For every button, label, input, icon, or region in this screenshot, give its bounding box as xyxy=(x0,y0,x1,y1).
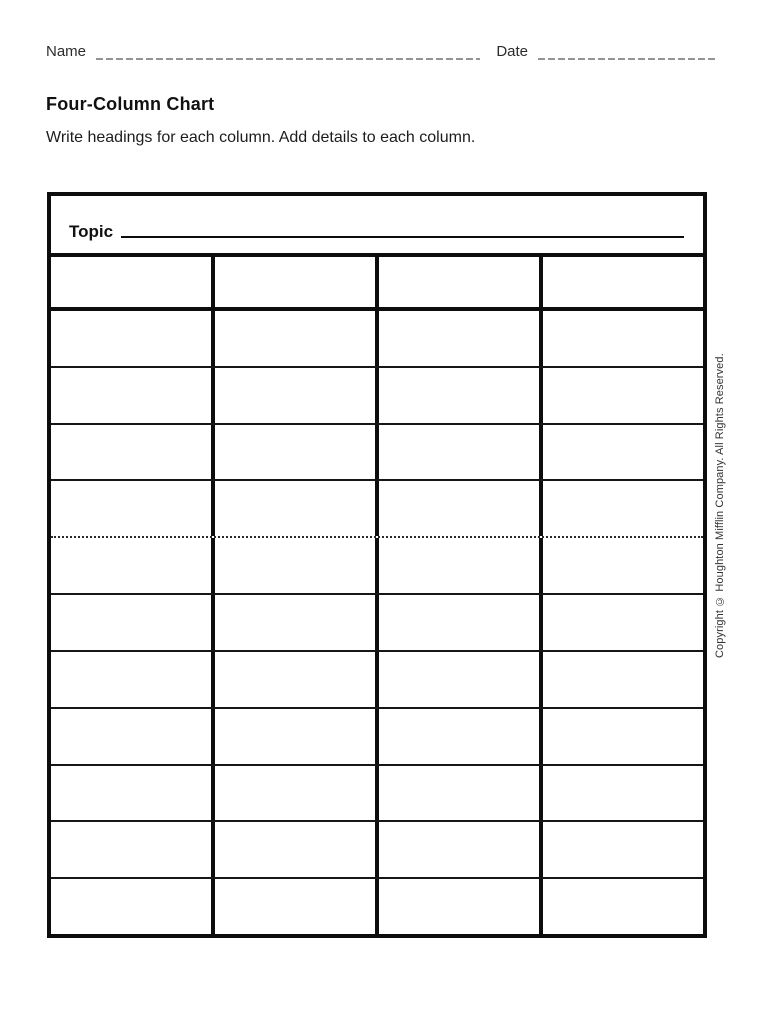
four-column-chart xyxy=(47,192,707,938)
chart-header-row xyxy=(51,257,703,311)
table-row xyxy=(51,479,703,536)
topic-row xyxy=(51,196,703,257)
table-cell[interactable] xyxy=(375,766,539,821)
table-row xyxy=(51,593,703,650)
table-cell[interactable] xyxy=(375,538,539,593)
table-cell[interactable] xyxy=(539,879,703,934)
table-cell[interactable] xyxy=(539,766,703,821)
table-cell[interactable] xyxy=(375,709,539,764)
table-cell[interactable] xyxy=(51,766,211,821)
table-cell[interactable] xyxy=(51,709,211,764)
table-cell[interactable] xyxy=(51,652,211,707)
date-label: Date xyxy=(496,43,528,60)
table-cell[interactable] xyxy=(375,822,539,877)
table-cell[interactable] xyxy=(539,538,703,593)
date-fill-line[interactable] xyxy=(538,58,718,61)
table-cell[interactable] xyxy=(211,652,375,707)
table-cell[interactable] xyxy=(539,652,703,707)
table-cell[interactable] xyxy=(375,595,539,650)
page-title: Four-Column Chart xyxy=(46,94,215,114)
table-cell[interactable] xyxy=(51,368,211,423)
table-cell[interactable] xyxy=(211,879,375,934)
table-row xyxy=(51,423,703,480)
header-cell[interactable] xyxy=(539,257,703,307)
topic-fill-line[interactable] xyxy=(121,236,684,238)
table-cell[interactable] xyxy=(539,822,703,877)
header-cell[interactable] xyxy=(211,257,375,307)
table-cell[interactable] xyxy=(539,368,703,423)
table-cell[interactable] xyxy=(51,311,211,366)
table-cell[interactable] xyxy=(51,879,211,934)
table-cell[interactable] xyxy=(211,481,375,536)
table-cell[interactable] xyxy=(211,709,375,764)
name-fill-line[interactable] xyxy=(96,58,480,61)
name-date-row xyxy=(46,42,718,62)
table-cell[interactable] xyxy=(539,425,703,480)
table-cell[interactable] xyxy=(539,481,703,536)
table-row xyxy=(51,536,703,593)
table-cell[interactable] xyxy=(375,652,539,707)
table-cell[interactable] xyxy=(375,311,539,366)
table-cell[interactable] xyxy=(539,595,703,650)
table-cell[interactable] xyxy=(539,709,703,764)
table-cell[interactable] xyxy=(375,879,539,934)
table-cell[interactable] xyxy=(539,311,703,366)
instructions-text: Write headings for each column. Add details to each column. xyxy=(46,129,476,146)
header-cell[interactable] xyxy=(51,257,211,307)
table-cell[interactable] xyxy=(211,425,375,480)
chart-body xyxy=(51,311,703,934)
topic-label: Topic xyxy=(69,222,114,241)
table-cell[interactable] xyxy=(51,425,211,480)
table-cell[interactable] xyxy=(375,481,539,536)
table-cell[interactable] xyxy=(211,538,375,593)
name-label: Name xyxy=(46,43,87,60)
header-cell[interactable] xyxy=(375,257,539,307)
table-row xyxy=(51,311,703,366)
table-row xyxy=(51,650,703,707)
table-cell[interactable] xyxy=(211,595,375,650)
table-row xyxy=(51,366,703,423)
table-cell[interactable] xyxy=(211,311,375,366)
table-cell[interactable] xyxy=(211,368,375,423)
table-cell[interactable] xyxy=(211,766,375,821)
copyright-text: Copyright © Houghton Mifflin Company. All Rights Reserved. xyxy=(714,353,726,658)
table-row xyxy=(51,820,703,877)
table-row xyxy=(51,707,703,764)
table-cell[interactable] xyxy=(211,822,375,877)
table-cell[interactable] xyxy=(375,368,539,423)
table-row xyxy=(51,764,703,821)
table-cell[interactable] xyxy=(51,538,211,593)
table-cell[interactable] xyxy=(51,822,211,877)
table-cell[interactable] xyxy=(51,595,211,650)
table-cell[interactable] xyxy=(375,425,539,480)
table-row xyxy=(51,877,703,934)
table-cell[interactable] xyxy=(51,481,211,536)
